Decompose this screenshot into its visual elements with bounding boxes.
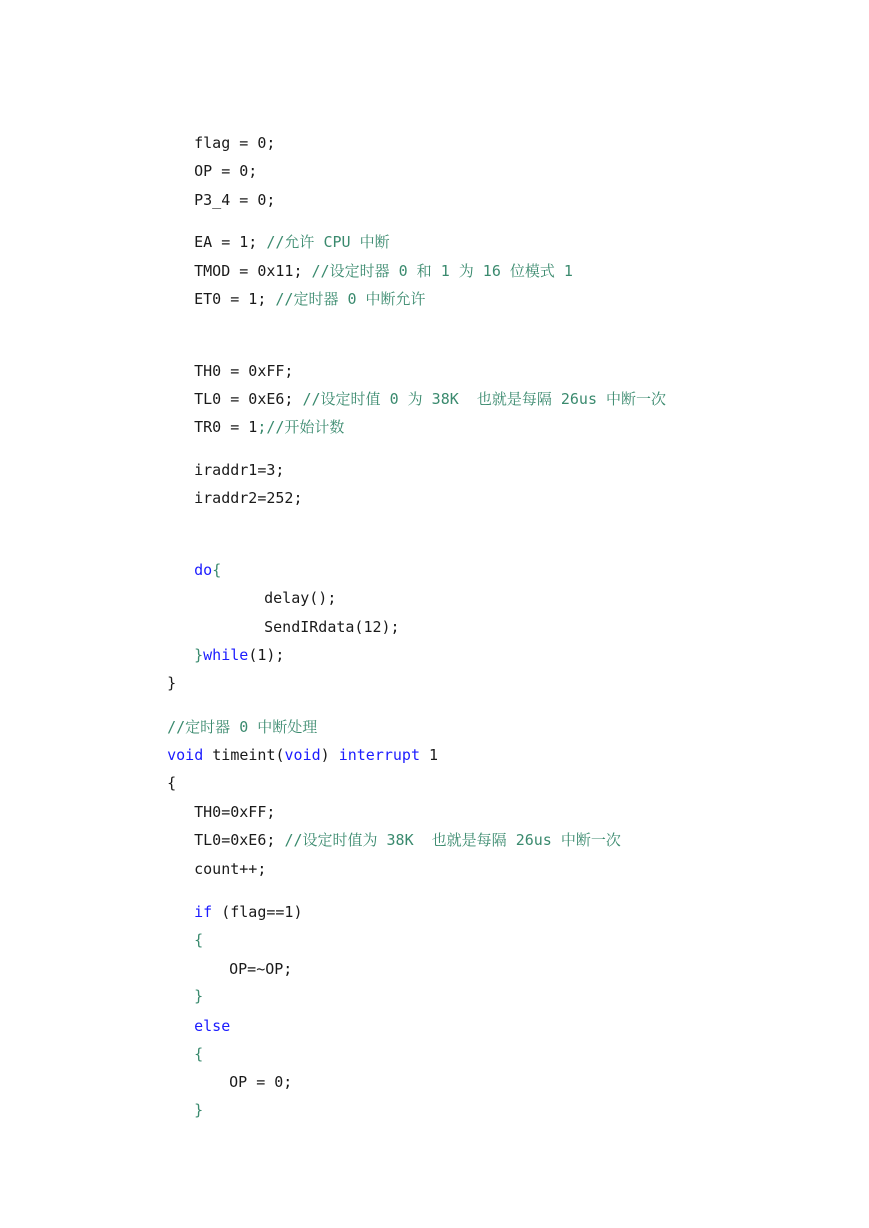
code-brace: } — [194, 987, 204, 1005]
code-line — [131, 653, 177, 692]
code-line — [158, 996, 231, 1035]
code-comment: ;//开始计数 — [257, 418, 345, 436]
code-comment: //定时器 0 中断允许 — [275, 290, 426, 308]
code-keyword: void — [284, 746, 321, 764]
code-text: iraddr1=3; — [194, 461, 285, 479]
code-line — [158, 782, 276, 821]
code-brace: { — [194, 1045, 204, 1063]
code-text: OP = 0; — [229, 1073, 293, 1091]
code-text: timeint( — [203, 746, 285, 764]
code-text: TH0=0xFF; — [194, 803, 276, 821]
code-line — [158, 1024, 204, 1063]
code-line — [193, 939, 293, 978]
code-line — [158, 625, 285, 664]
code-text: OP=~OP; — [229, 960, 293, 978]
code-brace: } — [194, 646, 204, 664]
code-text: delay(); — [264, 589, 337, 607]
code-line — [228, 597, 400, 636]
code-line — [228, 568, 337, 607]
code-keyword: do — [194, 561, 213, 579]
code-line — [131, 753, 177, 792]
code-text: TMOD = 0x11; — [194, 262, 312, 280]
code-line — [158, 910, 204, 949]
code-keyword: interrupt — [338, 746, 420, 764]
code-line — [158, 241, 573, 280]
code-line — [131, 697, 318, 736]
code-keyword: while — [203, 646, 249, 664]
code-line — [158, 1080, 204, 1119]
code-line — [158, 269, 426, 308]
code-brace: { — [194, 931, 204, 949]
code-line — [193, 1052, 293, 1091]
code-comment: //定时器 0 中断处理 — [167, 718, 318, 736]
code-comment: //设定时值 0 为 38K 也就是每隔 26us 中断一次 — [302, 390, 667, 408]
code-line — [158, 440, 285, 479]
code-text: TH0 = 0xFF; — [194, 362, 294, 380]
code-line — [158, 882, 303, 921]
code-text: (1); — [248, 646, 285, 664]
code-text: flag = 0; — [194, 134, 276, 152]
code-text: P3_4 = 0; — [194, 191, 276, 209]
code-line — [158, 810, 621, 849]
code-brace: { — [212, 561, 222, 579]
code-line — [158, 341, 294, 380]
code-line — [158, 369, 667, 408]
code-comment: //允许 CPU 中断 — [266, 233, 390, 251]
code-text: } — [167, 674, 177, 692]
code-comment: //设定时值为 38K 也就是每隔 26us 中断一次 — [284, 831, 621, 849]
code-line — [158, 468, 303, 507]
code-line — [158, 839, 267, 878]
code-line — [158, 540, 222, 579]
code-text: count++; — [194, 860, 267, 878]
code-keyword: void — [167, 746, 204, 764]
code-text: { — [167, 774, 177, 792]
code-text: TL0 = 0xE6; — [194, 390, 303, 408]
code-line — [158, 397, 345, 436]
code-text: ET0 = 1; — [194, 290, 276, 308]
code-text: SendIRdata(12); — [264, 618, 400, 636]
code-line — [158, 966, 204, 1005]
code-line — [158, 113, 276, 152]
code-line — [158, 141, 258, 180]
code-text: (flag==1) — [212, 903, 303, 921]
code-keyword: else — [194, 1017, 231, 1035]
code-text: EA = 1; — [194, 233, 267, 251]
code-keyword: if — [194, 903, 213, 921]
code-text: TL0=0xE6; — [194, 831, 285, 849]
code-text: TR0 = 1 — [194, 418, 258, 436]
code-line — [158, 170, 276, 209]
code-brace: } — [194, 1101, 204, 1119]
code-text: iraddr2=252; — [194, 489, 303, 507]
code-line — [158, 212, 390, 251]
code-comment: //设定时器 0 和 1 为 16 位模式 1 — [311, 262, 573, 280]
code-line — [131, 725, 439, 764]
code-text: ) — [320, 746, 339, 764]
code-text: OP = 0; — [194, 162, 258, 180]
code-text: 1 — [420, 746, 439, 764]
